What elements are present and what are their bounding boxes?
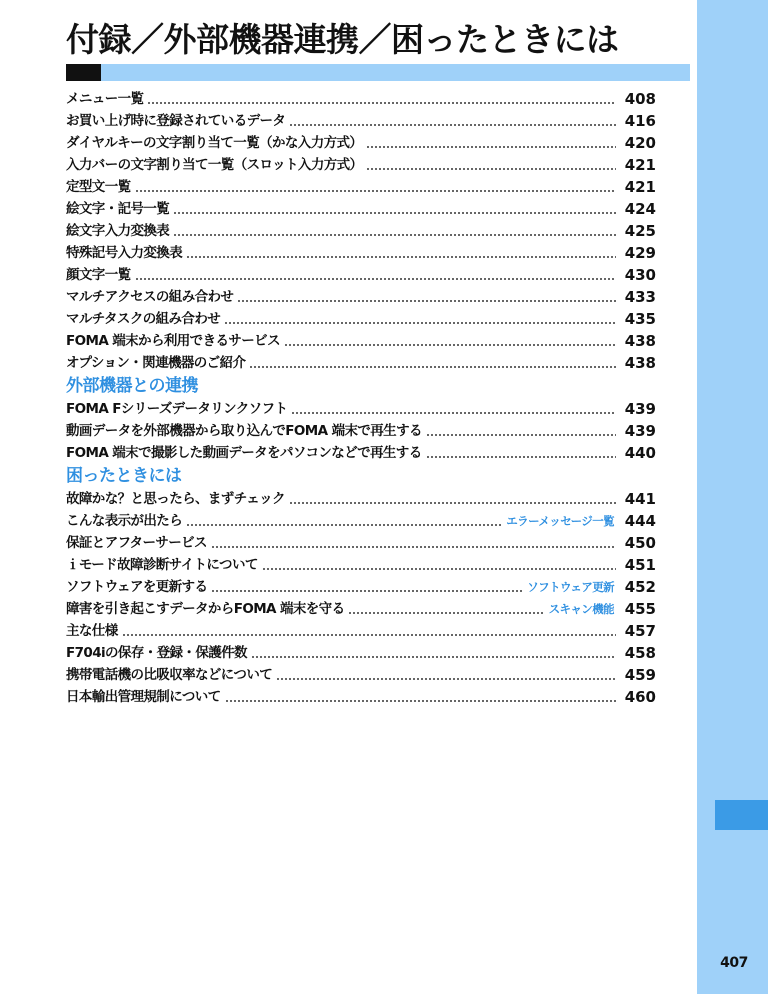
toc-entry-page: 433 [624, 288, 656, 306]
toc-entry[interactable] [66, 420, 656, 442]
toc-entry[interactable] [66, 132, 656, 154]
page-number: 407 [720, 955, 748, 971]
toc-entry-page: 441 [624, 490, 656, 508]
dot-leader [284, 344, 616, 346]
toc-entry-label: ダイヤルキーの文字割り当て一覧（かな入力方式） [66, 135, 363, 151]
toc-entry[interactable] [66, 154, 656, 176]
toc-entry-label: 絵文字入力変換表 [66, 223, 170, 239]
toc-entry-label: FOMA Fシリーズデータリンクソフト [66, 401, 288, 417]
toc-entry-page: 421 [624, 156, 656, 174]
toc-entry-page: 429 [624, 244, 656, 262]
toc-entry[interactable] [66, 286, 656, 308]
toc-entry-label: 入力バーの文字割り当て一覧（スロット入力方式） [66, 157, 363, 173]
toc-entry-label: 保証とアフターサービス [66, 535, 207, 551]
toc-entry[interactable] [66, 554, 656, 576]
toc-entry-label: ｉモード故障診断サイトについて [66, 557, 258, 573]
toc-entry-page: 438 [624, 332, 656, 350]
toc-entry-page: 430 [624, 266, 656, 284]
toc-entry-note: ソフトウェア更新 [527, 580, 614, 594]
toc-entry[interactable] [66, 532, 656, 554]
dot-leader [173, 212, 616, 214]
table-of-contents [66, 88, 656, 708]
dot-leader [251, 656, 616, 658]
toc-entry-note: スキャン機能 [548, 602, 614, 616]
dot-leader [262, 568, 616, 570]
toc-entry-label: 絵文字・記号一覧 [66, 201, 170, 217]
toc-entry[interactable] [66, 110, 656, 132]
toc-entry-page: 460 [624, 688, 656, 706]
toc-entry-page: 440 [624, 444, 656, 462]
toc-entry-page: 425 [624, 222, 656, 240]
dot-leader [147, 102, 616, 104]
toc-entry-label: オプション・関連機器のご紹介 [66, 355, 246, 371]
toc-entry-page: 439 [624, 422, 656, 440]
dot-leader [122, 634, 616, 636]
toc-entry[interactable] [66, 620, 656, 642]
dot-leader [237, 300, 616, 302]
section-heading: 外部機器との連携 [66, 376, 198, 396]
toc-entry[interactable] [66, 576, 656, 598]
toc-entry-page: 408 [624, 90, 656, 108]
toc-entry[interactable] [66, 598, 656, 620]
toc-entry[interactable] [66, 664, 656, 686]
toc-entry-page: 452 [624, 578, 656, 596]
dot-leader [249, 366, 616, 368]
toc-entry-page: 416 [624, 112, 656, 130]
toc-entry-label: FOMA 端末で撮影した動画データをパソコンなどで再生する [66, 445, 422, 461]
dot-leader [211, 546, 616, 548]
toc-entry-label: マルチタスクの組み合わせ [66, 311, 221, 327]
toc-entry-page: 458 [624, 644, 656, 662]
dot-leader [366, 168, 616, 170]
toc-entry[interactable] [66, 352, 656, 374]
toc-entry-page: 455 [624, 600, 656, 618]
toc-entry-page: 459 [624, 666, 656, 684]
toc-entry-page: 424 [624, 200, 656, 218]
toc-entry[interactable] [66, 176, 656, 198]
dot-leader [135, 278, 617, 280]
toc-entry-label: F704iの保存・登録・保護件数 [66, 645, 247, 661]
toc-entry[interactable] [66, 488, 656, 510]
dot-leader [224, 322, 616, 324]
toc-entry[interactable] [66, 398, 656, 420]
toc-entry-label: こんな表示が出たら [66, 513, 183, 529]
chapter-tab [715, 800, 768, 830]
toc-entry-label: 日本輸出管理規制について [66, 689, 221, 705]
toc-entry-page: 444 [624, 512, 656, 530]
toc-entry-label: メニュー一覧 [66, 91, 144, 107]
section-heading: 困ったときには [66, 466, 182, 486]
dot-leader [426, 456, 616, 458]
toc-entry-page: 420 [624, 134, 656, 152]
dot-leader [186, 256, 616, 258]
toc-entry-label: 障害を引き起こすデータからFOMA 端末を守る [66, 601, 345, 617]
toc-entry[interactable] [66, 88, 656, 110]
dot-leader [291, 412, 616, 414]
dot-leader [173, 234, 616, 236]
toc-entry-page: 451 [624, 556, 656, 574]
toc-entry-label: お買い上げ時に登録されているデータ [66, 113, 286, 129]
toc-entry-label: ソフトウェアを更新する [66, 579, 208, 595]
page-title: 付録／外部機器連携／困ったときには [66, 20, 619, 59]
title-bar-marker [66, 64, 101, 81]
toc-entry-page: 438 [624, 354, 656, 372]
toc-entry-label: FOMA 端末から利用できるサービス [66, 333, 280, 349]
dot-leader [426, 434, 616, 436]
dot-leader [225, 700, 616, 702]
dot-leader [366, 146, 616, 148]
dot-leader [186, 524, 502, 526]
toc-entry[interactable] [66, 220, 656, 242]
toc-entry-label: 動画データを外部機器から取り込んでFOMA 端末で再生する [66, 423, 422, 439]
toc-entry[interactable] [66, 264, 656, 286]
toc-entry-page: 457 [624, 622, 656, 640]
toc-entry[interactable] [66, 686, 656, 708]
dot-leader [276, 678, 616, 680]
toc-entry[interactable] [66, 330, 656, 352]
dot-leader [135, 190, 617, 192]
toc-entry[interactable] [66, 242, 656, 264]
dot-leader [348, 612, 544, 614]
toc-entry-label: 定型文一覧 [66, 179, 131, 195]
toc-entry[interactable] [66, 198, 656, 220]
toc-entry[interactable] [66, 442, 656, 464]
toc-entry-label: 主な仕様 [66, 623, 118, 639]
dot-leader [289, 124, 616, 126]
side-strip [697, 0, 768, 994]
toc-entry-label: 故障かな？と思ったら、まずチェック [66, 491, 285, 507]
toc-entry[interactable] [66, 642, 656, 664]
toc-entry-page: 450 [624, 534, 656, 552]
toc-entry[interactable] [66, 308, 656, 330]
toc-entry-label: 携帯電話機の比吸収率などについて [66, 667, 273, 683]
toc-entry[interactable] [66, 510, 656, 532]
toc-entry-note: エラーメッセージ一覧 [506, 514, 614, 528]
toc-entry-label: 顔文字一覧 [66, 267, 131, 283]
toc-entry-page: 421 [624, 178, 656, 196]
dot-leader [211, 590, 523, 592]
title-underline-bar [66, 64, 690, 81]
toc-entry-label: マルチアクセスの組み合わせ [66, 289, 234, 305]
dot-leader [289, 502, 616, 504]
toc-entry-page: 435 [624, 310, 656, 328]
toc-entry-page: 439 [624, 400, 656, 418]
toc-entry-label: 特殊記号入力変換表 [66, 245, 183, 261]
